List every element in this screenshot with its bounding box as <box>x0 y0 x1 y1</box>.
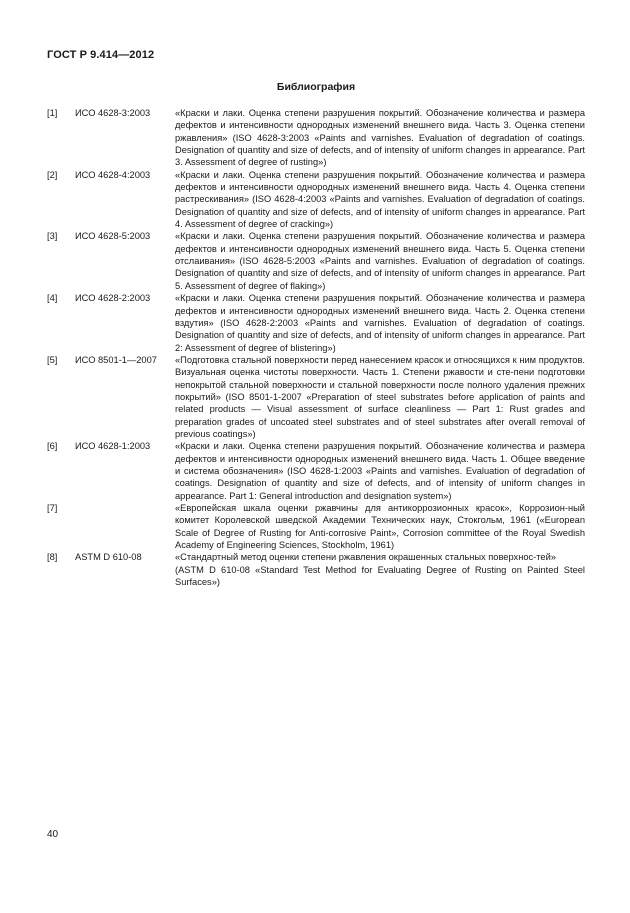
entry-number: [2] <box>47 169 58 180</box>
section-title <box>0 81 630 93</box>
entry-standard-code: ASTM D 610-08 <box>75 552 142 563</box>
entry-number: [8] <box>47 552 58 563</box>
entry-number: [1] <box>47 108 58 118</box>
entry-description: «Подготовка стальной поверхности перед нанесением красок и относящихся к ним продуктов. Визуальная оценка чистоты поверхности. Часть 1. Степени ржавости и сте-пени подготовки непокрытой стальной поверхности и стальной поверхности после полного удаления прежних покрытий» (ISO 8501-1-2007 «Preparation of steel substrates before application of paints and related products — Visual assessment of surface cleanliness — Part 1: Rust grades and preparation grades of uncoated steel substrates and of steel substrates after overall removal of previous coatings») <box>175 354 585 439</box>
entry-description: «Стандартный метод оценки степени ржавления окрашенных стальных поверхнос-тей» (ASTM D 610-08 «Standard Test Method for Evaluating Degree of Rusting on Painted Steel Surfaces») <box>175 552 585 588</box>
entry-number: [5] <box>47 354 58 365</box>
entry-description: «Краски и лаки. Оценка степени разрушения покрытий. Обозначение количества и размера дефектов и интенсивности однородных изменений внешнего вида. Часть 1. Общее введение и система обозначения» (ISO 4628-1:2003 «Paints and varnishes. Evaluation of degradation of coatings. Designation of quantity and size of defects, and of intensity of uniform changes in appearance. Part 1: General introduction and designation system») <box>175 441 585 501</box>
entry-description: «Краски и лаки. Оценка степени разрушения покрытий. Обозначение количества и размера дефектов и интенсивности однородных изменений внешнего вида. Часть 2. Оценка степени вздутия» (ISO 4628-2:2003 «Paints and varnishes. Evaluation of degradation of coatings. Designation of quantity and size of defects, and of intensity of uniform changes in appearance. Part 2: Assessment of degree of blistering») <box>175 293 585 353</box>
bibliography-entry <box>47 292 585 354</box>
bibliography-entry <box>47 169 585 231</box>
entry-standard-code: ИСО 4628-5:2003 <box>75 231 151 242</box>
entry-number: [4] <box>47 293 58 304</box>
entry-standard-code: ИСО 8501-1—2007 <box>75 354 157 365</box>
entry-description: «Краски и лаки. Оценка степени разрушения покрытий. Обозначение количества и размера дефектов и интенсивности однородных изменений внешнего вида. Часть 5. Оценка степени отслаивания» (ISO 4628-5:2003 «Paints and varnishes. Evaluation of degradation of coatings. Designation of quantity and size of defects, and of intensity of uniform changes in appearance. Part 5. Assessment of degree of flaking») <box>175 231 585 291</box>
entry-standard-code: ИСО 4628-1:2003 <box>75 441 151 452</box>
bibliography-entry <box>47 354 585 440</box>
bibliography-entry <box>47 440 585 502</box>
entry-description: «Краски и лаки. Оценка степени разрушения покрытий. Обозначение количества и размера дефектов и интенсивности однородных изменений внешнего вида. Часть 4. Оценка степени растрескивания» (ISO 4628-4:2003 «Paints and varnishes. Evaluation of degradation of coatings. Designation of quantity and size of defects, and of intensity of uniform changes in appearance. Part 4. Assessment of degree of cracking») <box>175 169 585 230</box>
standard-code-header: ГОСТ Р 9.414—2012 <box>47 49 155 61</box>
entry-description: «Краски и лаки. Оценка степени разрушения покрытий. Обозначение количества и размера дефектов и интенсивности однородных изменений внешнего вида. Часть 3. Оценка степени ржавления» (ISO 4628-3:2003 «Paints and varnishes. Evaluation of degradation of coatings. Designation of quantity and size of defects, and of intensity of uniform changes in appearance. Part 3. Assessment of degree of rusting») <box>175 108 585 168</box>
bibliography-heading: Библиография <box>276 81 356 93</box>
bibliography-list <box>47 107 585 588</box>
entry-standard-code: ИСО 4628-3:2003 <box>75 108 151 118</box>
entry-standard-code: ИСО 4628-2:2003 <box>75 293 151 304</box>
entry-standard-code: ИСО 4628-4:2003 <box>75 169 151 180</box>
bibliography-entry <box>47 230 585 292</box>
entry-number: [6] <box>47 441 58 452</box>
bibliography-entry <box>47 502 585 551</box>
entry-description: «Европейская шкала оценки ржавчины для антикоррозионных красок», Коррозион-ный комитет Королевской шведской Академии Технических наук, Стокгольм, 1961 («European Scale of Degree of Rusting for Anti-corrosive Paint», Corrosion committee of the Royal Swedish Academy of Engineering Sciences, Stockholm, 1961) <box>175 503 585 551</box>
entry-number: [3] <box>47 231 58 242</box>
entry-number: [7] <box>47 503 58 513</box>
bibliography-entry <box>47 107 585 169</box>
bibliography-entry <box>47 551 585 588</box>
page-number: 40 <box>47 829 59 840</box>
